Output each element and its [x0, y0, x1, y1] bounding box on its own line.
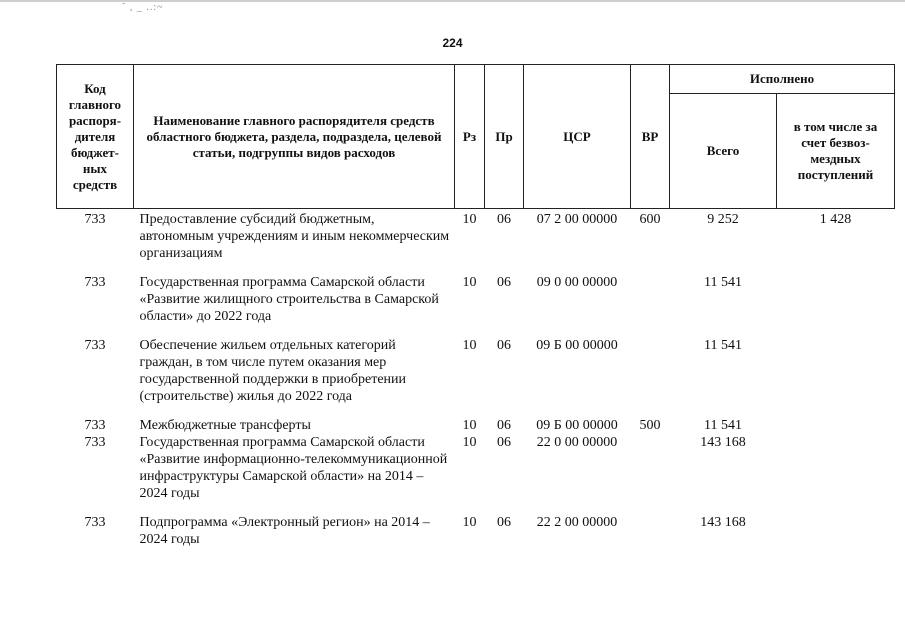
cell-pr: 06	[497, 338, 511, 353]
cell-name: Государственная программа Самарской области «Развитие информационно-телекоммуникационной инфраструктуры Самарской области» на 2014 – 2024 годы	[139, 435, 448, 501]
cell-including	[777, 417, 895, 434]
cell-vr	[631, 434, 670, 514]
table-row	[57, 209, 895, 275]
cell-pr: 06	[497, 418, 511, 433]
cell-name: Предоставление субсидий бюджетным, автономным учреждениям и иным некоммерческим организациям	[139, 212, 450, 261]
cell-rz: 10	[462, 275, 477, 290]
cell-total: 9 252	[707, 212, 739, 227]
cell-code: 733	[84, 212, 106, 227]
cell-rz: 10	[462, 418, 477, 433]
table-row	[57, 514, 895, 548]
header-rz: Рз	[455, 65, 485, 209]
cell-total: 11 541	[704, 275, 742, 290]
cell-csr: 22 0 00 00000	[536, 435, 618, 450]
cell-total: 143 168	[700, 515, 746, 530]
table-body	[57, 209, 895, 549]
table-header	[57, 65, 895, 209]
cell-pr: 06	[497, 212, 511, 227]
cell-vr	[631, 337, 670, 417]
cell-code: 733	[84, 338, 106, 353]
cell-code: 733	[84, 275, 106, 290]
cell-including	[777, 337, 895, 417]
cell-name: Межбюджетные трансферты	[139, 418, 311, 433]
header-total: Всего	[670, 94, 777, 209]
header-pr: Пр	[485, 65, 524, 209]
cell-rz: 10	[462, 515, 477, 530]
cell-name: Подпрограмма «Электронный регион» на 2014 – 2024 годы	[139, 515, 430, 547]
cell-vr: 500	[639, 418, 661, 433]
cell-code: 733	[84, 418, 106, 433]
header-including: в том числе за счет безвоз-мездных поступлений	[777, 94, 895, 209]
header-code: Код главного распоря-дителя бюджет-ных средств	[57, 65, 134, 209]
cell-vr: 600	[639, 212, 661, 227]
cell-pr: 06	[497, 275, 511, 290]
cell-including: 1 428	[819, 212, 852, 227]
cell-csr: 22 2 00 00000	[536, 515, 618, 530]
cell-rz: 10	[462, 435, 477, 450]
page-number: 224	[442, 36, 463, 50]
cell-pr: 06	[497, 515, 511, 530]
cell-total: 11 541	[704, 338, 742, 353]
cell-pr: 06	[497, 435, 511, 450]
cell-csr: 07 2 00 00000	[536, 212, 618, 227]
table-row	[57, 337, 895, 417]
cell-csr: 09 Б 00 00000	[536, 338, 618, 353]
cell-name: Обеспечение жильем отдельных категорий граждан, в том числе путем оказания мер государственной поддержки в приобретении (строительстве) жилья до 2022 года	[139, 338, 407, 404]
cell-code: 733	[84, 515, 106, 530]
cell-rz: 10	[462, 338, 477, 353]
table-row	[57, 417, 895, 434]
cell-csr: 09 0 00 00000	[536, 275, 618, 290]
cell-vr	[631, 514, 670, 548]
cell-total: 143 168	[700, 435, 746, 450]
header-vr: ВР	[631, 65, 670, 209]
cell-vr	[631, 274, 670, 337]
scan-mark: ˜ , _ ..:~	[122, 2, 164, 13]
header-name: Наименование главного распорядителя средств областного бюджета, раздела, подраздела, целевой статьи, подгруппы видов расходов	[134, 65, 455, 209]
table-row	[57, 274, 895, 337]
cell-total: 11 541	[704, 418, 742, 433]
cell-including	[777, 274, 895, 337]
header-csr: ЦСР	[524, 65, 631, 209]
header-executed: Исполнено	[670, 65, 895, 94]
cell-code: 733	[84, 435, 106, 450]
table-row	[57, 434, 895, 514]
budget-table	[56, 64, 895, 548]
cell-name: Государственная программа Самарской области «Развитие жилищного строительства в Самарской области» до 2022 года	[139, 275, 439, 324]
cell-csr: 09 Б 00 00000	[536, 418, 618, 433]
cell-including	[777, 434, 895, 514]
cell-including	[777, 514, 895, 548]
cell-rz: 10	[462, 212, 477, 227]
